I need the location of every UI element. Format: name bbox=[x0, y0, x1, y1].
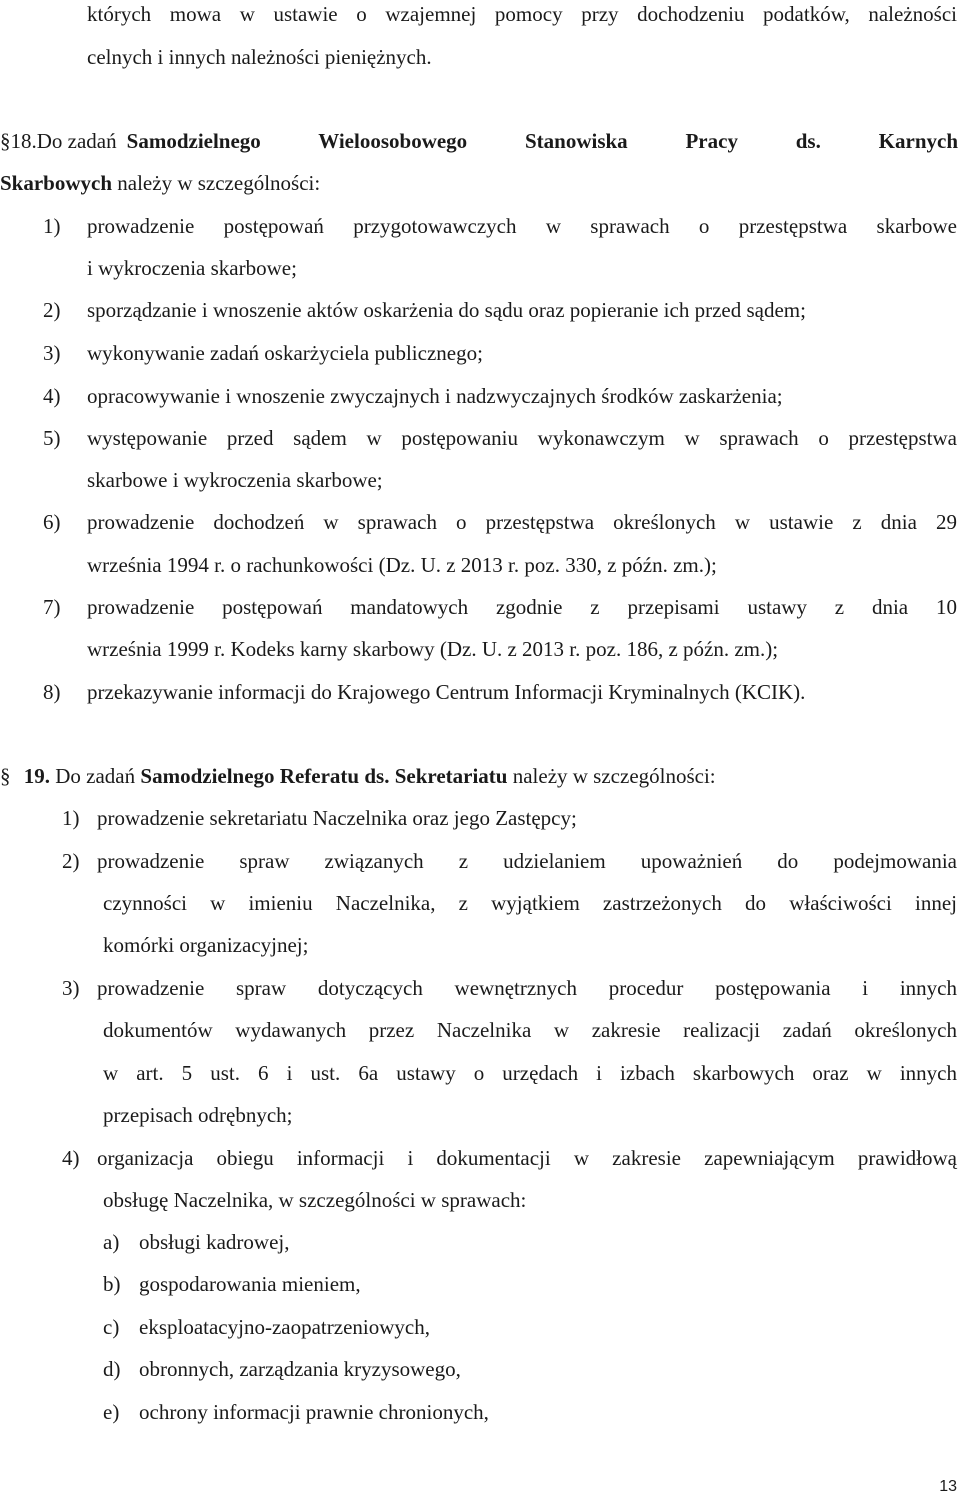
list-item-line: dokumentów wydawanych przez Naczelnika w zakresie realizacji zadań określonych bbox=[103, 1018, 957, 1042]
list-number: 2) bbox=[43, 298, 61, 322]
list-item-line: prowadzenie spraw dotyczących wewnętrznych procedur postępowania i innych bbox=[97, 976, 957, 1000]
list-item-line: występowanie przed sądem w postępowaniu wykonawczym w sprawach o przestępstwa bbox=[87, 426, 957, 450]
list-number: 1) bbox=[62, 806, 80, 830]
section-18-heading bbox=[0, 131, 958, 152]
list-item-line: wykonywanie zadań oskarżyciela publicznego; bbox=[87, 341, 483, 365]
list-item-line: prowadzenie sekretariatu Naczelnika oraz jego Zastępcy; bbox=[97, 806, 577, 830]
unit-name-cont: Skarbowych bbox=[0, 171, 113, 195]
list-number: 5) bbox=[43, 426, 61, 450]
list-item-line: organizacja obiegu informacji i dokumentacji w zakresie zapewniającym prawidłową bbox=[97, 1146, 957, 1170]
section-number: 18. bbox=[10, 129, 37, 153]
list-number: 4) bbox=[43, 384, 61, 408]
sublist-item: ochrony informacji prawnie chronionych, bbox=[139, 1400, 489, 1424]
list-item-line: i wykroczenia skarbowe; bbox=[87, 256, 297, 280]
list-number: 1) bbox=[43, 214, 61, 238]
list-item-line: prowadzenie postępowań przygotowawczych w sprawach o przestępstwa skarbowe bbox=[87, 214, 957, 238]
list-item-line: września 1999 r. Kodeks karny skarbowy (Dz. U. z 2013 r. poz. 186, z późn. zm.); bbox=[87, 637, 779, 661]
section-number: 19. bbox=[23, 764, 50, 788]
list-number: 8) bbox=[43, 680, 61, 704]
list-item-line: komórki organizacyjnej; bbox=[103, 933, 309, 957]
list-number: 7) bbox=[43, 595, 61, 619]
list-item-line: obsługę Naczelnika, w szczególności w sprawach: bbox=[103, 1188, 527, 1212]
list-item-line: prowadzenie spraw związanych z udzielaniem upoważnień do podejmowania bbox=[97, 849, 957, 873]
page-number: 13 bbox=[939, 1478, 957, 1495]
list-item-line: skarbowe i wykroczenia skarbowe; bbox=[87, 468, 383, 492]
list-item-line: prowadzenie postępowań mandatowych zgodnie z przepisami ustawy z dnia 10 bbox=[87, 595, 957, 619]
list-item-line: w art. 5 ust. 6 i ust. 6a ustawy o urzędach i izbach skarbowych oraz w innych bbox=[103, 1061, 957, 1085]
sublist-letter: d) bbox=[103, 1357, 121, 1381]
list-item-line: prowadzenie dochodzeń w sprawach o przestępstwa określonych w ustawie z dnia 29 bbox=[87, 510, 957, 534]
paragraph-line: których mowa w ustawie o wzajemnej pomocy przy dochodzeniu podatków, należności bbox=[87, 2, 957, 26]
list-item-line: opracowywanie i wnoszenie zwyczajnych i nadzwyczajnych środków zaskarżenia; bbox=[87, 384, 783, 408]
list-item-line: przepisach odrębnych; bbox=[103, 1103, 293, 1127]
sublist-item: obsługi kadrowej, bbox=[139, 1230, 290, 1254]
sublist-letter: b) bbox=[103, 1272, 121, 1296]
list-item-line: przekazywanie informacji do Krajowego Centrum Informacji Kryminalnych (KCIK). bbox=[87, 680, 806, 704]
heading-lead-end: należy w szczególności: bbox=[117, 171, 321, 195]
section-19-heading bbox=[0, 766, 716, 787]
sublist-letter: a) bbox=[103, 1230, 120, 1254]
sublist-letter: c) bbox=[103, 1315, 120, 1339]
sublist-item: gospodarowania mieniem, bbox=[139, 1272, 361, 1296]
sublist-item: eksploatacyjno-zaopatrzeniowych, bbox=[139, 1315, 430, 1339]
unit-name: Samodzielnego Wieloosobowego Stanowiska Pracy ds. Karnych bbox=[126, 129, 958, 153]
heading-lead: Do zadań bbox=[55, 764, 136, 788]
section-symbol: § bbox=[0, 764, 11, 788]
sublist-item: obronnych, zarządzania kryzysowego, bbox=[139, 1357, 461, 1381]
list-item-line: września 1994 r. o rachunkowości (Dz. U. z 2013 r. poz. 330, z późn. zm.); bbox=[87, 553, 717, 577]
list-number: 3) bbox=[43, 341, 61, 365]
heading-lead-end: należy w szczególności: bbox=[512, 764, 716, 788]
sublist-letter: e) bbox=[103, 1400, 120, 1424]
list-item-line: czynności w imieniu Naczelnika, z wyjątkiem zastrzeżonych do właściwości innej bbox=[103, 891, 957, 915]
section-18-heading-cont bbox=[0, 173, 320, 194]
list-number: 4) bbox=[62, 1146, 80, 1170]
list-number: 6) bbox=[43, 510, 61, 534]
list-item-line: sporządzanie i wnoszenie aktów oskarżenia do sądu oraz popieranie ich przed sądem; bbox=[87, 298, 806, 322]
section-symbol: § bbox=[0, 129, 11, 153]
heading-lead: Do zadań bbox=[36, 129, 117, 153]
list-number: 2) bbox=[62, 849, 80, 873]
paragraph-line: celnych i innych należności pieniężnych. bbox=[87, 45, 432, 69]
list-number: 3) bbox=[62, 976, 80, 1000]
unit-name: Samodzielnego Referatu ds. Sekretariatu bbox=[140, 764, 508, 788]
